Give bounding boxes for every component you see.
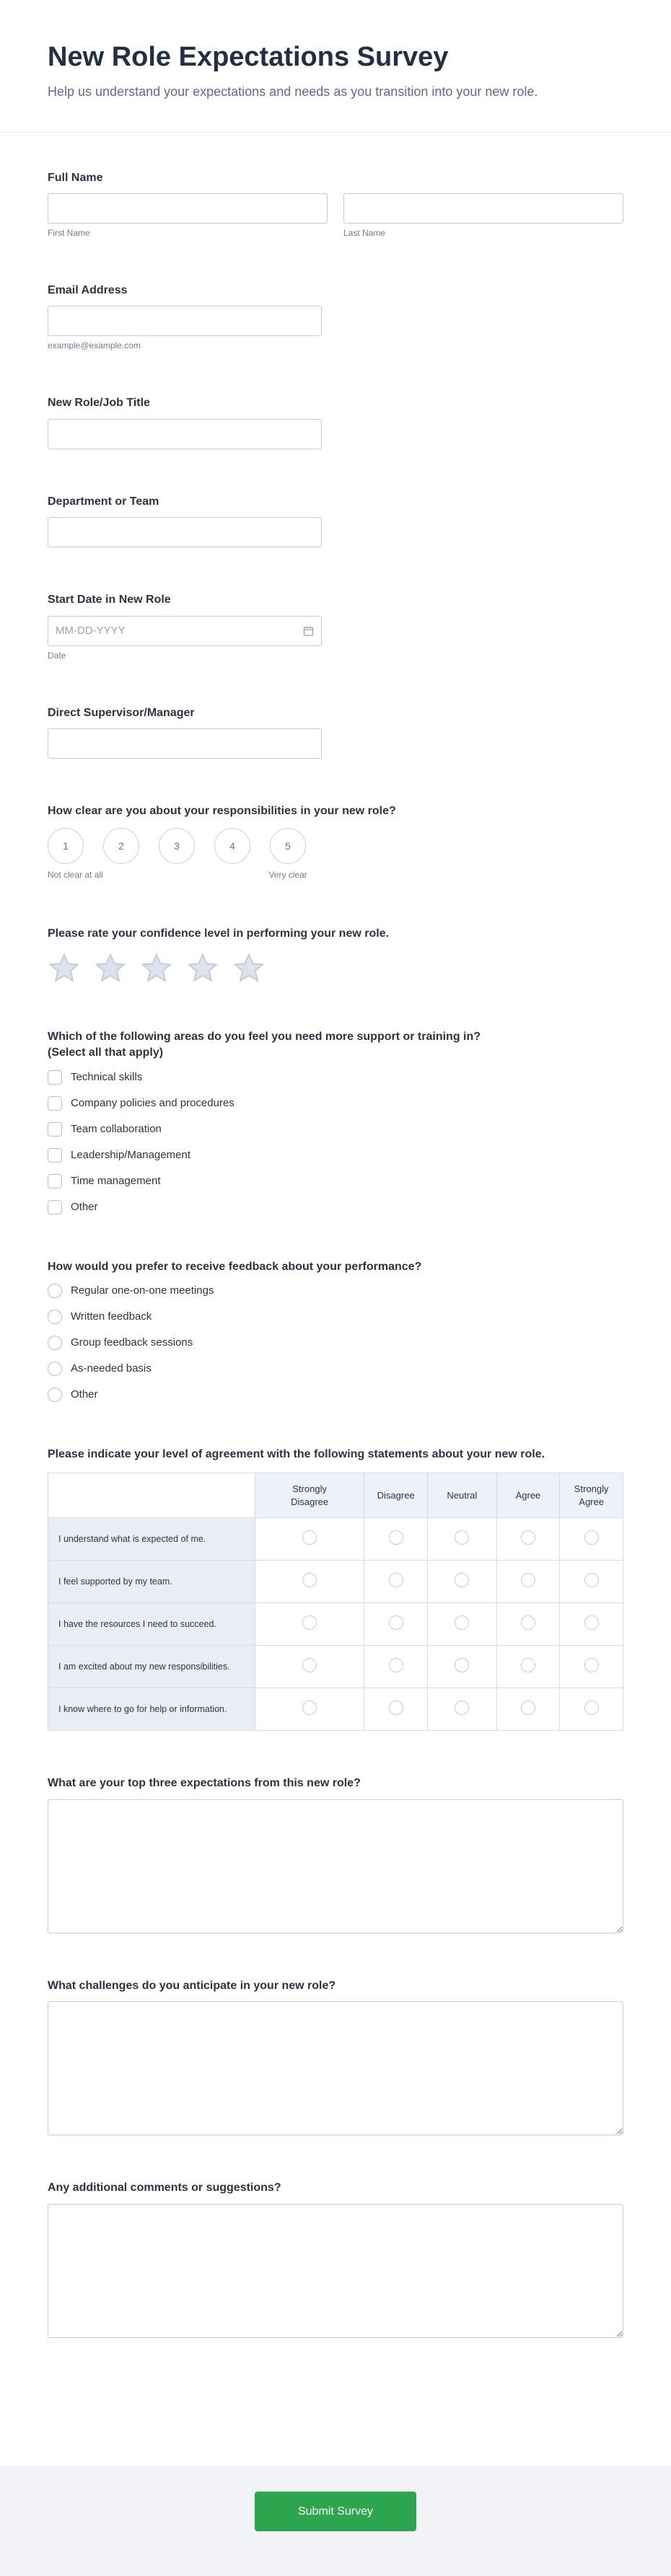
matrix-row-label: I am excited about my new responsibilities.	[48, 1646, 255, 1688]
email-label: Email Address	[48, 284, 128, 297]
field-supervisor	[48, 705, 623, 759]
radio-icon[interactable]	[48, 1284, 62, 1298]
first-name-sublabel: First Name	[48, 228, 90, 239]
last-name-sublabel: Last Name	[343, 228, 386, 239]
support-areas-options	[48, 1070, 623, 1214]
full-name-label: Full Name	[48, 171, 103, 184]
matrix-radio[interactable]	[302, 1658, 317, 1672]
matrix-row-label: I know where to go for help or information.	[48, 1688, 255, 1731]
start-date-sublabel: Date	[48, 650, 66, 661]
field-start-date	[48, 592, 623, 660]
support-areas-label-line1: Which of the following areas do you feel you need more support or training in?	[48, 1030, 481, 1043]
checkbox-label[interactable]: Leadership/Management	[71, 1149, 190, 1162]
matrix-row-excited	[48, 1646, 623, 1688]
field-department	[48, 494, 623, 547]
question-clarity-scale	[48, 803, 623, 881]
agreement-matrix-table	[48, 1473, 623, 1731]
radio-label[interactable]: Regular one-on-one meetings	[71, 1284, 214, 1297]
radio-option-written[interactable]	[48, 1310, 623, 1324]
last-name-input[interactable]	[343, 193, 623, 224]
checkbox-icon[interactable]	[48, 1174, 62, 1188]
radio-label[interactable]: Written feedback	[71, 1310, 152, 1323]
matrix-col-neutral: Neutral	[428, 1473, 497, 1518]
checkbox-label[interactable]: Team collaboration	[71, 1123, 162, 1136]
scale-option-5[interactable]: 5	[270, 828, 306, 864]
checkbox-option-team-collaboration[interactable]	[48, 1122, 623, 1137]
additional-comments-textarea[interactable]	[48, 2204, 623, 2338]
radio-icon[interactable]	[48, 1310, 62, 1324]
scale-max-label: Very clear	[268, 870, 307, 881]
submit-button[interactable]: Submit Survey	[255, 2492, 416, 2531]
checkbox-option-time-management[interactable]	[48, 1174, 623, 1188]
matrix-radio[interactable]	[302, 1701, 317, 1715]
matrix-radio[interactable]	[302, 1573, 317, 1587]
checkbox-option-leadership[interactable]	[48, 1148, 623, 1163]
radio-icon[interactable]	[48, 1336, 62, 1350]
matrix-col-strongly-agree: Strongly Agree	[560, 1473, 623, 1518]
matrix-radio[interactable]	[389, 1701, 403, 1715]
matrix-col-disagree: Disagree	[364, 1473, 428, 1518]
question-challenges	[48, 1978, 623, 2135]
checkbox-label[interactable]: Company policies and procedures	[71, 1097, 234, 1110]
matrix-radio[interactable]	[455, 1615, 469, 1630]
matrix-row-resources	[48, 1603, 623, 1646]
additional-comments-label: Any additional comments or suggestions?	[48, 2182, 281, 2195]
checkbox-label[interactable]: Technical skills	[71, 1071, 143, 1084]
matrix-radio[interactable]	[584, 1701, 599, 1715]
question-support-areas	[48, 1029, 623, 1214]
matrix-radio[interactable]	[584, 1530, 599, 1545]
date-input-wrap	[48, 616, 322, 646]
checkbox-icon[interactable]	[48, 1200, 62, 1214]
matrix-col-agree: Agree	[496, 1473, 560, 1518]
question-agreement-matrix	[48, 1447, 623, 1731]
star-icon[interactable]	[140, 951, 173, 984]
matrix-radio[interactable]	[521, 1658, 535, 1672]
form-body	[0, 133, 671, 2466]
start-date-input[interactable]	[48, 616, 322, 646]
radio-icon[interactable]	[48, 1362, 62, 1376]
star-rating-row	[48, 951, 623, 984]
matrix-radio[interactable]	[389, 1530, 403, 1545]
agreement-matrix-label: Please indicate your level of agreement with the following statements about your new role.	[48, 1447, 545, 1460]
checkbox-icon[interactable]	[48, 1148, 62, 1163]
question-confidence-rating	[48, 926, 623, 984]
matrix-radio[interactable]	[521, 1530, 535, 1545]
star-icon[interactable]	[48, 951, 81, 984]
question-feedback-preference	[48, 1259, 623, 1402]
first-name-input[interactable]	[48, 193, 328, 224]
calendar-icon[interactable]	[302, 625, 315, 637]
scale-option-4[interactable]: 4	[214, 828, 250, 864]
matrix-row-expectations	[48, 1518, 623, 1561]
checkbox-label[interactable]: Time management	[71, 1175, 161, 1188]
top-expectations-label: What are your top three expectations from this new role?	[48, 1777, 361, 1790]
form-header	[0, 0, 671, 133]
department-input[interactable]	[48, 517, 322, 547]
matrix-row-label: I feel supported by my team.	[48, 1561, 255, 1603]
supervisor-input[interactable]	[48, 728, 322, 759]
feedback-preference-options	[48, 1284, 623, 1402]
matrix-radio[interactable]	[584, 1573, 599, 1587]
clarity-scale-row	[48, 828, 623, 864]
checkbox-icon[interactable]	[48, 1122, 62, 1137]
scale-min-label: Not clear at all	[48, 870, 103, 881]
clarity-scale-label: How clear are you about your responsibilities in your new role?	[48, 805, 396, 818]
question-additional-comments	[48, 2180, 623, 2337]
scale-option-2[interactable]: 2	[103, 828, 139, 864]
matrix-radio[interactable]	[302, 1530, 317, 1545]
checkbox-option-other[interactable]	[48, 1200, 623, 1214]
job-title-input[interactable]	[48, 419, 322, 449]
matrix-radio[interactable]	[521, 1701, 535, 1715]
radio-label[interactable]: As-needed basis	[71, 1362, 152, 1375]
email-sublabel: example@example.com	[48, 340, 141, 351]
star-icon[interactable]	[186, 951, 219, 984]
scale-endpoint-labels	[48, 870, 306, 881]
matrix-row-supported	[48, 1561, 623, 1603]
matrix-col-strongly-disagree: Strongly Disagree	[255, 1473, 364, 1518]
matrix-radio[interactable]	[455, 1530, 469, 1545]
question-top-expectations	[48, 1776, 623, 1933]
radio-option-as-needed[interactable]	[48, 1362, 623, 1376]
radio-label[interactable]: Group feedback sessions	[71, 1336, 193, 1349]
email-input[interactable]	[48, 306, 322, 336]
checkbox-label[interactable]: Other	[71, 1201, 98, 1214]
challenges-textarea[interactable]	[48, 2001, 623, 2135]
feedback-preference-label: How would you prefer to receive feedback about your performance?	[48, 1260, 422, 1273]
start-date-label: Start Date in New Role	[48, 594, 171, 606]
checkbox-option-technical-skills[interactable]	[48, 1070, 623, 1085]
radio-icon[interactable]	[48, 1388, 62, 1402]
form-title: New Role Expectations Survey	[48, 42, 449, 72]
scale-option-1[interactable]: 1	[48, 828, 84, 864]
confidence-rating-label: Please rate your confidence level in performing your new role.	[48, 927, 390, 940]
checkbox-option-company-policies[interactable]	[48, 1096, 623, 1111]
matrix-row-label: I understand what is expected of me.	[48, 1518, 255, 1561]
radio-label[interactable]: Other	[71, 1388, 98, 1401]
matrix-header-row	[48, 1473, 623, 1518]
full-name-row	[48, 193, 623, 238]
checkbox-icon[interactable]	[48, 1096, 62, 1111]
matrix-radio[interactable]	[389, 1615, 403, 1630]
matrix-radio[interactable]	[455, 1701, 469, 1715]
matrix-row-label: I have the resources I need to succeed.	[48, 1603, 255, 1646]
top-expectations-textarea[interactable]	[48, 1799, 623, 1933]
radio-option-one-on-one[interactable]	[48, 1284, 623, 1298]
last-name-col	[343, 193, 623, 238]
department-label: Department or Team	[48, 495, 159, 508]
matrix-radio[interactable]	[455, 1573, 469, 1587]
field-full-name	[48, 170, 623, 238]
support-areas-label-note: (Select all that apply)	[48, 1046, 164, 1059]
radio-option-group[interactable]	[48, 1336, 623, 1350]
scale-option-3[interactable]: 3	[159, 828, 195, 864]
matrix-radio[interactable]	[302, 1615, 317, 1630]
form-subtitle: Help us understand your expectations and needs as you transition into your new role.	[48, 84, 538, 99]
star-icon[interactable]	[232, 951, 266, 984]
matrix-radio[interactable]	[389, 1658, 403, 1672]
support-areas-label	[48, 1029, 589, 1062]
field-job-title	[48, 395, 623, 449]
matrix-row-help	[48, 1688, 623, 1731]
challenges-label: What challenges do you anticipate in your new role?	[48, 1979, 336, 1992]
matrix-corner-cell	[48, 1473, 255, 1518]
form-footer	[0, 2466, 671, 2576]
matrix-radio[interactable]	[584, 1615, 599, 1630]
job-title-label: New Role/Job Title	[48, 397, 150, 410]
matrix-radio[interactable]	[389, 1573, 403, 1587]
matrix-radio[interactable]	[584, 1658, 599, 1672]
first-name-col	[48, 193, 328, 238]
matrix-radio[interactable]	[521, 1573, 535, 1587]
matrix-radio[interactable]	[521, 1615, 535, 1630]
radio-option-other[interactable]	[48, 1388, 623, 1402]
supervisor-label: Direct Supervisor/Manager	[48, 706, 195, 719]
checkbox-icon[interactable]	[48, 1070, 62, 1085]
matrix-radio[interactable]	[455, 1658, 469, 1672]
field-email	[48, 283, 623, 350]
star-icon[interactable]	[94, 951, 127, 984]
